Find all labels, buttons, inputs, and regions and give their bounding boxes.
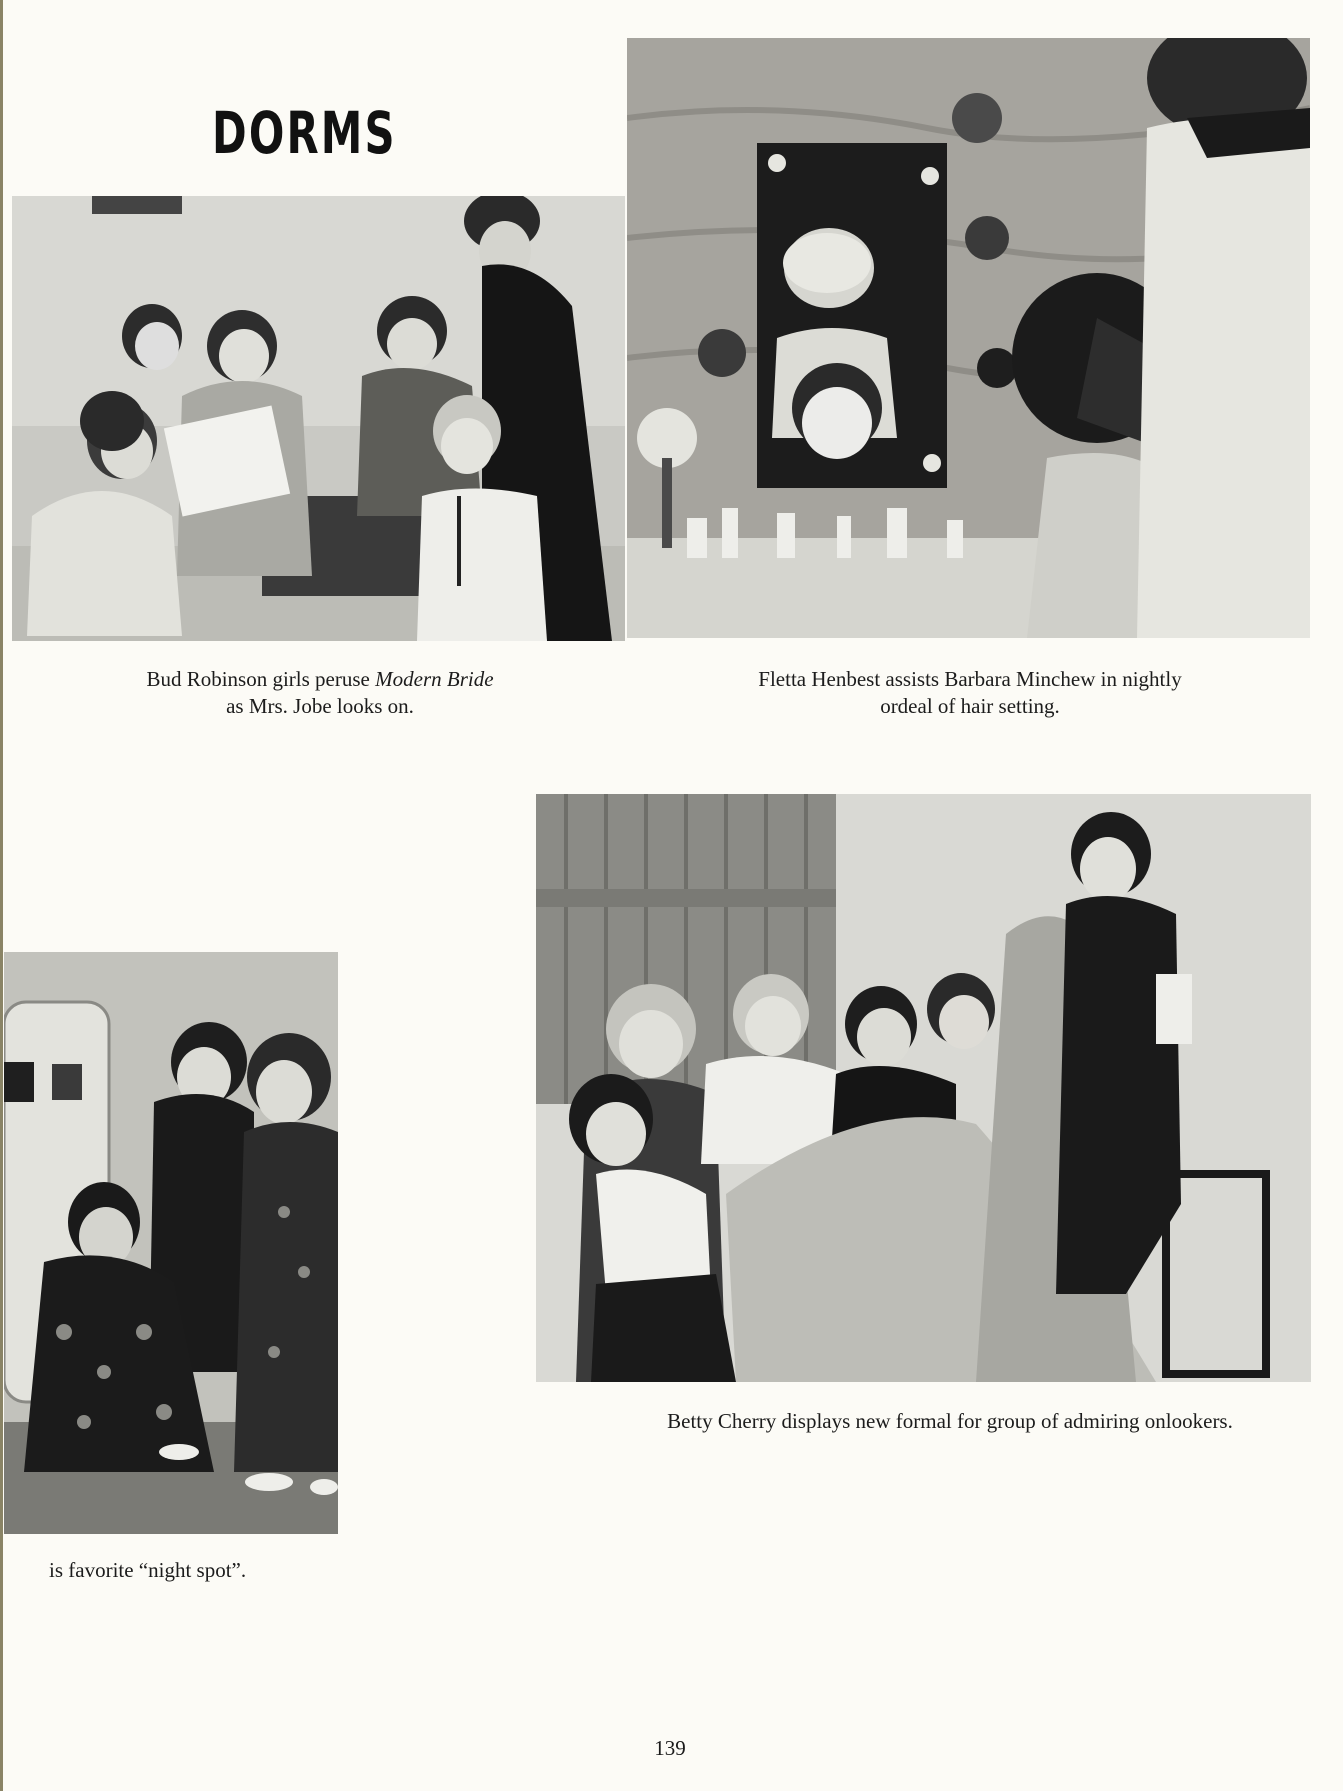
photo-hair-setting bbox=[627, 38, 1310, 638]
photo-modern-bride bbox=[12, 196, 625, 641]
caption-modern-bride-line1 bbox=[80, 666, 560, 693]
magazine-title: Modern Bride bbox=[375, 667, 494, 691]
caption-new-formal: Betty Cherry displays new formal for group of admiring onlookers. bbox=[667, 1409, 1233, 1433]
page-number: 139 bbox=[654, 1736, 686, 1760]
caption-hair-setting-line1: Fletta Henbest assists Barbara Minchew in nightly bbox=[758, 667, 1182, 691]
page-title: DORMS bbox=[212, 99, 397, 167]
caption-text: Bud Robinson girls peruse bbox=[146, 667, 376, 691]
page-edge bbox=[0, 0, 3, 1791]
caption-hair-setting bbox=[720, 666, 1220, 720]
caption-modern-bride bbox=[80, 666, 560, 720]
photo-night-spot bbox=[4, 952, 338, 1534]
caption-hair-setting-line2: ordeal of hair setting. bbox=[880, 694, 1060, 718]
caption-night-spot: is favorite “night spot”. bbox=[49, 1558, 247, 1582]
caption-modern-bride-line2: as Mrs. Jobe looks on. bbox=[226, 694, 414, 718]
photo-new-formal bbox=[536, 794, 1311, 1382]
